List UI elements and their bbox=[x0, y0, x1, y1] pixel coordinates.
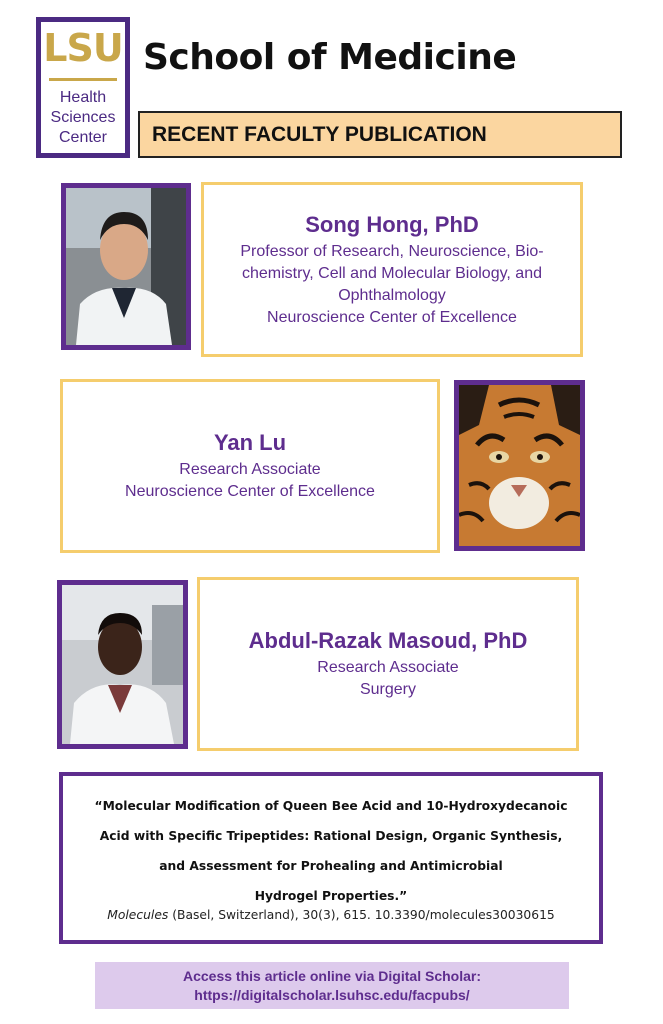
author-title-line: Professor of Research, Neuroscience, Bio- bbox=[240, 242, 544, 260]
access-text: Access this article online via Digital Scholar: bbox=[183, 968, 481, 984]
logo-line-sciences: Sciences bbox=[50, 109, 116, 126]
logo-line-center: Center bbox=[58, 129, 108, 146]
author-title-line: Ophthalmology bbox=[338, 286, 446, 304]
citation-reference bbox=[63, 908, 599, 922]
publication-banner bbox=[138, 111, 622, 158]
access-banner bbox=[95, 962, 569, 1009]
author-title-line: Research Associate bbox=[317, 659, 459, 676]
author-card-abdul-razak-masoud bbox=[197, 577, 579, 751]
logo-divider bbox=[49, 78, 117, 81]
author-photo-song-hong bbox=[61, 183, 191, 350]
access-link[interactable]: https://digitalscholar.lsuhsc.edu/facpubs/ bbox=[194, 987, 470, 1003]
author-title-line: Research Associate bbox=[179, 461, 321, 478]
lsu-health-logo bbox=[36, 17, 130, 158]
author-photo-tiger bbox=[454, 380, 585, 551]
logo-line-health: Health bbox=[59, 89, 107, 106]
citation-details: (Basel, Switzerland), 30(3), 615. 10.3390/molecules30030615 bbox=[168, 908, 555, 922]
citation-title-line: Acid with Specific Tripeptides: Rational Design, Organic Synthesis, bbox=[99, 829, 563, 843]
author-affiliation: Neuroscience Center of Excellence bbox=[267, 308, 517, 326]
citation-title bbox=[63, 791, 599, 911]
author-card-song-hong bbox=[201, 182, 583, 357]
citation-title-line: “Molecular Modification of Queen Bee Acid and 10-Hydroxydecanoic bbox=[94, 799, 568, 813]
publication-banner-label: RECENT FACULTY PUBLICATION bbox=[152, 123, 487, 146]
author-name: Abdul-Razak Masoud, PhD bbox=[248, 628, 528, 653]
page-title: School of Medicine bbox=[143, 37, 517, 78]
author-photo-abdul-razak-masoud bbox=[57, 580, 188, 749]
citation-title-line: Hydrogel Properties.” bbox=[254, 889, 408, 903]
author-name: Yan Lu bbox=[213, 430, 287, 455]
logo-subtitle bbox=[41, 88, 125, 148]
citation-box bbox=[59, 772, 603, 944]
author-title-line: chemistry, Cell and Molecular Biology, and bbox=[242, 264, 542, 282]
logo-lsu-text: LSU bbox=[43, 26, 123, 70]
journal-name: Molecules bbox=[107, 908, 169, 922]
citation-title-line: and Assessment for Prohealing and Antimicrobial bbox=[159, 859, 503, 873]
author-card-yan-lu bbox=[60, 379, 440, 553]
author-name: Song Hong, PhD bbox=[305, 211, 479, 237]
author-affiliation: Neuroscience Center of Excellence bbox=[125, 483, 375, 500]
author-affiliation: Surgery bbox=[359, 681, 417, 698]
